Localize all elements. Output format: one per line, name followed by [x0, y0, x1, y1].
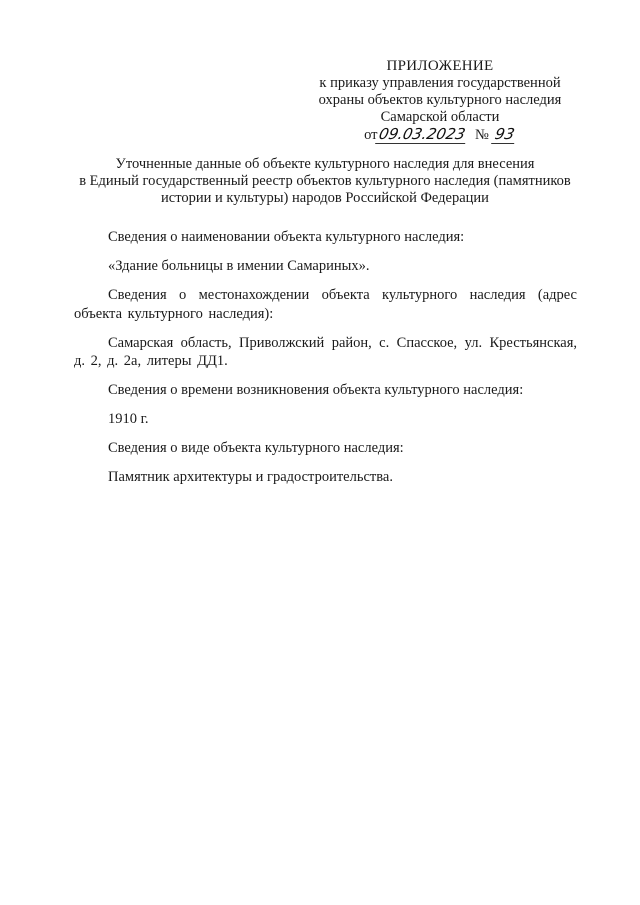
document-title-line-3: истории и культуры) народов Российской Федерации [161, 190, 489, 206]
document-title-line-1: Уточненные данные об объекте культурного наследия для внесения [115, 156, 535, 172]
order-date-number [300, 126, 580, 144]
number-sign: № [474, 127, 489, 143]
handwritten-number: 93 [491, 126, 518, 144]
location-value: Самарская область, Приволжский район, с. Спасское, ул. Крестьянская, д. 2, д. 2а, литеры ДД1. [74, 334, 577, 369]
date-prefix: от [364, 127, 378, 143]
name-value: «Здание больницы в имении Самариных». [108, 258, 370, 274]
appendix-line-2: охраны объектов культурного наследия [318, 92, 562, 108]
type-heading: Сведения о виде объекта культурного наследия: [108, 440, 404, 456]
name-heading: Сведения о наименовании объекта культурного наследия: [108, 229, 465, 245]
time-value: 1910 г. [108, 411, 149, 427]
handwritten-date: 09.03.2023 [376, 126, 470, 144]
appendix-title: ПРИЛОЖЕНИЕ [386, 58, 494, 74]
time-heading: Сведения о времени возникновения объекта культурного наследия: [108, 382, 524, 398]
appendix-line-1: к приказу управления государственной [319, 75, 561, 91]
document-body [74, 228, 577, 497]
type-value: Памятник архитектуры и градостроительства. [108, 469, 393, 485]
appendix-line-3: Самарской области [380, 109, 500, 125]
document-title [60, 156, 590, 207]
document-title-line-2: в Единый государственный реестр объектов культурного наследия (памятников [79, 173, 571, 189]
location-heading: Сведения о местонахождении объекта культурного наследия (адрес объекта культурного наследия): [74, 287, 577, 322]
appendix-header [300, 58, 580, 144]
